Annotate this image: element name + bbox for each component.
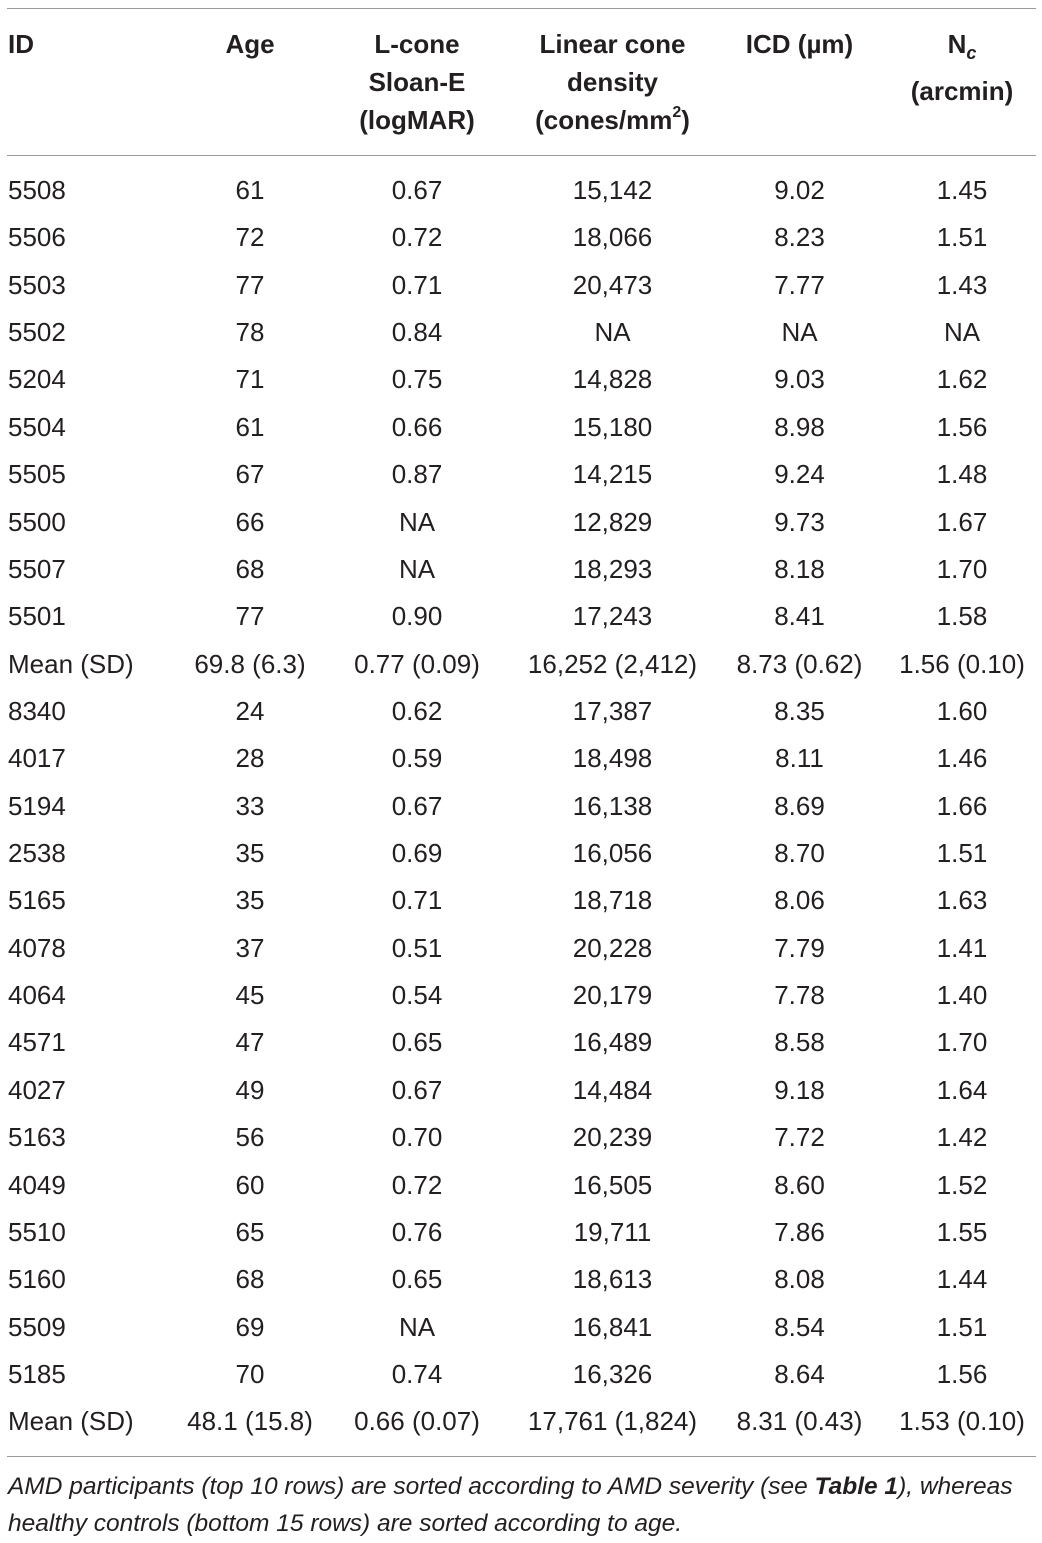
table-row bbox=[0, 925, 1042, 972]
cell-nc: 1.56 bbox=[936, 1358, 988, 1389]
cell-icd: 8.73 (0.62) bbox=[736, 648, 863, 679]
cell-nc: 1.41 bbox=[936, 932, 988, 963]
cell-age: 61 bbox=[235, 411, 265, 442]
table-row bbox=[0, 972, 1042, 1019]
header-rule bbox=[7, 155, 1036, 156]
cell-icd: 7.79 bbox=[774, 932, 825, 963]
cell-lcone-acuity: NA bbox=[398, 506, 436, 537]
table-row bbox=[0, 641, 1042, 688]
table-row bbox=[0, 1162, 1042, 1209]
table-row bbox=[0, 783, 1042, 830]
cell-icd: 8.58 bbox=[774, 1027, 825, 1058]
cell-linear-cone-density: 12,829 bbox=[572, 506, 653, 537]
cell-linear-cone-density: NA bbox=[594, 317, 631, 348]
cell-lcone-acuity: 0.65 bbox=[391, 1027, 443, 1058]
cell-nc: 1.53 (0.10) bbox=[899, 1406, 1025, 1437]
cell-nc: 1.63 bbox=[936, 885, 988, 916]
cell-linear-cone-density: 18,498 bbox=[572, 743, 653, 774]
cell-linear-cone-density: 16,326 bbox=[572, 1358, 653, 1389]
cell-lcone-acuity: 0.75 bbox=[391, 364, 443, 395]
cell-linear-cone-density: 16,138 bbox=[572, 790, 653, 821]
table-row bbox=[0, 1209, 1042, 1256]
table-row bbox=[0, 309, 1042, 356]
cell-age: 61 bbox=[235, 175, 265, 205]
cell-age: 66 bbox=[235, 506, 265, 537]
cell-nc: 1.67 bbox=[936, 506, 988, 537]
cell-nc: 1.62 bbox=[936, 364, 988, 395]
cell-id: 5501 bbox=[8, 601, 66, 632]
cell-id: Mean (SD) bbox=[8, 648, 134, 679]
cell-nc: 1.48 bbox=[936, 459, 988, 490]
cell-linear-cone-density: 14,215 bbox=[572, 459, 653, 490]
cell-lcone-acuity: 0.51 bbox=[391, 932, 443, 963]
cell-id: 4571 bbox=[8, 1027, 66, 1058]
cell-age: 71 bbox=[235, 364, 265, 395]
cell-id: 5509 bbox=[8, 1311, 66, 1342]
cell-nc: 1.40 bbox=[936, 980, 988, 1011]
cell-age: 78 bbox=[235, 317, 265, 348]
header-linear-cone-density: Linear cone density $(cones/mm^2)$ bbox=[535, 29, 690, 135]
cell-linear-cone-density: 20,473 bbox=[572, 269, 653, 300]
cell-linear-cone-density: 16,841 bbox=[572, 1311, 653, 1342]
cell-id: 4078 bbox=[8, 932, 66, 963]
cell-icd: 8.23 bbox=[774, 222, 825, 253]
table-row bbox=[0, 214, 1042, 261]
cell-nc: 1.45 bbox=[936, 175, 988, 205]
cell-linear-cone-density: 14,828 bbox=[572, 364, 653, 395]
cell-linear-cone-density: 18,066 bbox=[572, 222, 653, 253]
cell-id: 5506 bbox=[8, 222, 66, 253]
cell-linear-cone-density: 20,179 bbox=[572, 980, 653, 1011]
cell-nc: 1.64 bbox=[936, 1074, 988, 1105]
table-row bbox=[0, 1351, 1042, 1398]
cell-nc: 1.51 bbox=[936, 222, 988, 253]
cell-id: 4027 bbox=[8, 1074, 66, 1105]
cell-linear-cone-density: 16,489 bbox=[572, 1027, 653, 1058]
cell-id: 5503 bbox=[8, 269, 66, 300]
cell-linear-cone-density: 15,180 bbox=[572, 411, 653, 442]
cell-linear-cone-density: 19,711 bbox=[573, 1216, 652, 1247]
cell-nc: 1.56 bbox=[936, 411, 988, 442]
cell-id: 5160 bbox=[8, 1264, 66, 1295]
cell-lcone-acuity: 0.54 bbox=[391, 980, 443, 1011]
cell-age: 47 bbox=[235, 1027, 265, 1058]
cell-age: 37 bbox=[235, 932, 265, 963]
cell-nc: 1.58 bbox=[936, 601, 988, 632]
cell-lcone-acuity: 0.67 bbox=[391, 175, 443, 205]
cell-lcone-acuity: 0.74 bbox=[391, 1358, 443, 1389]
cell-icd: 8.69 bbox=[774, 790, 825, 821]
table-row bbox=[0, 1256, 1042, 1303]
cell-icd: 8.60 bbox=[774, 1169, 825, 1200]
cell-id: 5505 bbox=[8, 459, 66, 490]
cell-id: 4064 bbox=[8, 980, 66, 1011]
table-row bbox=[0, 1067, 1042, 1114]
cell-icd: 7.72 bbox=[774, 1122, 825, 1153]
cell-id: 5185 bbox=[8, 1358, 66, 1389]
cell-linear-cone-density: 16,505 bbox=[572, 1169, 653, 1200]
cell-age: 77 bbox=[235, 601, 265, 632]
table-row bbox=[0, 593, 1042, 640]
cell-icd: 7.77 bbox=[774, 269, 825, 300]
cell-id: 8340 bbox=[8, 695, 66, 726]
cell-age: 68 bbox=[235, 1264, 265, 1295]
cell-icd: 8.64 bbox=[774, 1358, 825, 1389]
cell-age: 33 bbox=[235, 790, 265, 821]
cell-lcone-acuity: 0.76 bbox=[391, 1216, 443, 1247]
cell-linear-cone-density: 18,613 bbox=[572, 1264, 653, 1295]
cell-icd: 8.06 bbox=[774, 885, 825, 916]
cell-linear-cone-density: 16,252 (2,412) bbox=[527, 648, 698, 679]
cell-lcone-acuity: 0.66 bbox=[391, 411, 443, 442]
cell-lcone-acuity: 0.72 bbox=[391, 1169, 443, 1200]
cell-icd: 8.08 bbox=[774, 1264, 825, 1295]
cell-lcone-acuity: 0.72 bbox=[391, 222, 443, 253]
cell-icd: 9.02 bbox=[774, 175, 825, 205]
table-row bbox=[0, 499, 1042, 546]
table-row bbox=[0, 546, 1042, 593]
table-row bbox=[0, 404, 1042, 451]
cell-icd: 7.86 bbox=[774, 1216, 825, 1247]
cell-icd: 8.31 (0.43) bbox=[736, 1406, 863, 1437]
cell-linear-cone-density: 17,387 bbox=[572, 695, 653, 726]
cell-lcone-acuity: 0.90 bbox=[391, 601, 443, 632]
cell-linear-cone-density: 20,228 bbox=[572, 932, 653, 963]
table-row bbox=[0, 1019, 1042, 1066]
cell-age: 65 bbox=[235, 1216, 265, 1247]
header-age: Age bbox=[225, 29, 275, 59]
top-rule bbox=[7, 8, 1036, 9]
cell-nc: 1.70 bbox=[936, 553, 988, 584]
cell-id: 5165 bbox=[8, 885, 66, 916]
cell-nc: 1.60 bbox=[936, 695, 988, 726]
cell-icd: 8.98 bbox=[774, 411, 825, 442]
cell-age: 49 bbox=[235, 1074, 265, 1105]
cell-age: 67 bbox=[235, 459, 265, 490]
cell-id: Mean (SD) bbox=[8, 1406, 134, 1437]
cell-icd: 8.41 bbox=[774, 601, 825, 632]
cell-age: 77 bbox=[235, 269, 265, 300]
table-header bbox=[0, 25, 1042, 145]
cell-linear-cone-density: 17,761 (1,824) bbox=[527, 1406, 698, 1437]
cell-age: 45 bbox=[235, 980, 265, 1011]
cell-linear-cone-density: 16,056 bbox=[572, 838, 653, 869]
header-nc: $N_c$ (arcmin) bbox=[910, 29, 1014, 106]
cell-age: 56 bbox=[235, 1122, 265, 1153]
cell-nc: 1.43 bbox=[936, 269, 988, 300]
cell-id: 5502 bbox=[8, 317, 66, 348]
cell-lcone-acuity: 0.70 bbox=[391, 1122, 443, 1153]
cell-lcone-acuity: NA bbox=[398, 1311, 436, 1342]
cell-age: 72 bbox=[235, 222, 265, 253]
cell-icd: 8.11 bbox=[775, 743, 824, 774]
cell-linear-cone-density: 14,484 bbox=[572, 1074, 653, 1105]
cell-lcone-acuity: 0.84 bbox=[391, 317, 443, 348]
header-lcone-acuity: L-cone Sloan-E (logMAR) bbox=[359, 29, 475, 135]
cell-icd: 7.78 bbox=[774, 980, 825, 1011]
table-footnote: AMD participants (top 10 rows) are sorted according to AMD severity (see Table 1), whereas healthy controls (bottom 15 rows) are sorted according to age. bbox=[8, 1473, 1013, 1537]
cell-lcone-acuity: 0.67 bbox=[391, 1074, 443, 1105]
cell-id: 5500 bbox=[8, 506, 66, 537]
cell-icd: 8.18 bbox=[774, 553, 825, 584]
table-row bbox=[0, 356, 1042, 403]
cell-lcone-acuity: 0.66 (0.07) bbox=[354, 1406, 480, 1437]
cell-nc: NA bbox=[943, 317, 981, 348]
cell-nc: 1.66 bbox=[936, 790, 988, 821]
cell-id: 5194 bbox=[8, 790, 66, 821]
table-row bbox=[0, 451, 1042, 498]
cell-lcone-acuity: 0.59 bbox=[391, 743, 443, 774]
cell-nc: 1.42 bbox=[936, 1122, 988, 1153]
cell-id: 5508 bbox=[8, 175, 66, 205]
cell-lcone-acuity: 0.69 bbox=[391, 838, 443, 869]
cell-nc: 1.55 bbox=[936, 1216, 988, 1247]
cell-nc: 1.52 bbox=[936, 1169, 988, 1200]
cell-icd: 8.54 bbox=[774, 1311, 825, 1342]
cell-nc: 1.46 bbox=[936, 743, 988, 774]
table-row bbox=[0, 688, 1042, 735]
cell-lcone-acuity: 0.62 bbox=[391, 695, 443, 726]
cell-id: 5204 bbox=[8, 364, 66, 395]
table-body bbox=[0, 167, 1042, 1446]
cell-id: 5504 bbox=[8, 411, 66, 442]
cell-icd: NA bbox=[781, 317, 818, 348]
cell-id: 2538 bbox=[8, 838, 66, 869]
cell-age: 69 bbox=[235, 1311, 265, 1342]
cell-age: 70 bbox=[235, 1358, 265, 1389]
cell-age: 24 bbox=[235, 695, 265, 726]
cell-linear-cone-density: 20,239 bbox=[572, 1122, 653, 1153]
cell-nc: 1.51 bbox=[936, 838, 988, 869]
cell-icd: 9.73 bbox=[774, 506, 825, 537]
table-reference: Table 1 bbox=[814, 1473, 899, 1500]
cell-lcone-acuity: 0.71 bbox=[391, 885, 443, 916]
cell-age: 35 bbox=[235, 838, 265, 869]
cell-lcone-acuity: NA bbox=[398, 553, 436, 584]
header-icd: ICD (µm) bbox=[745, 29, 854, 59]
cell-age: 48.1 (15.8) bbox=[187, 1406, 313, 1437]
cell-linear-cone-density: 18,718 bbox=[572, 885, 653, 916]
cell-lcone-acuity: 0.77 (0.09) bbox=[354, 648, 480, 679]
cell-lcone-acuity: 0.87 bbox=[391, 459, 443, 490]
table-row bbox=[0, 1304, 1042, 1351]
cell-icd: 8.70 bbox=[774, 838, 825, 869]
cell-age: 69.8 (6.3) bbox=[194, 648, 306, 679]
bottom-rule bbox=[7, 1456, 1036, 1457]
table-row bbox=[0, 1398, 1042, 1445]
table-row bbox=[0, 830, 1042, 877]
cell-nc: 1.44 bbox=[936, 1264, 988, 1295]
cell-id: 4049 bbox=[8, 1169, 66, 1200]
cell-nc: 1.56 (0.10) bbox=[899, 648, 1025, 679]
cell-id: 5510 bbox=[8, 1216, 66, 1247]
cell-age: 68 bbox=[235, 553, 265, 584]
cell-icd: 9.03 bbox=[774, 364, 825, 395]
header-id: ID bbox=[8, 29, 34, 59]
cell-lcone-acuity: 0.71 bbox=[391, 269, 443, 300]
cell-id: 4017 bbox=[8, 743, 66, 774]
table-row bbox=[0, 877, 1042, 924]
cell-age: 35 bbox=[235, 885, 265, 916]
cell-icd: 8.35 bbox=[774, 695, 825, 726]
cell-icd: 9.24 bbox=[774, 459, 825, 490]
cell-age: 60 bbox=[235, 1169, 265, 1200]
cell-id: 5163 bbox=[8, 1122, 66, 1153]
cell-linear-cone-density: 17,243 bbox=[572, 601, 653, 632]
cell-icd: 9.18 bbox=[774, 1074, 825, 1105]
table-row bbox=[0, 262, 1042, 309]
cell-lcone-acuity: 0.65 bbox=[391, 1264, 443, 1295]
cell-nc: 1.70 bbox=[936, 1027, 988, 1058]
cell-linear-cone-density: 18,293 bbox=[572, 553, 653, 584]
table-row bbox=[0, 1114, 1042, 1161]
table-row bbox=[0, 167, 1042, 214]
cell-id: 5507 bbox=[8, 553, 66, 584]
cell-nc: 1.51 bbox=[936, 1311, 988, 1342]
cell-lcone-acuity: 0.67 bbox=[391, 790, 443, 821]
cell-age: 28 bbox=[235, 743, 265, 774]
table-row bbox=[0, 735, 1042, 782]
cell-linear-cone-density: 15,142 bbox=[572, 175, 653, 205]
